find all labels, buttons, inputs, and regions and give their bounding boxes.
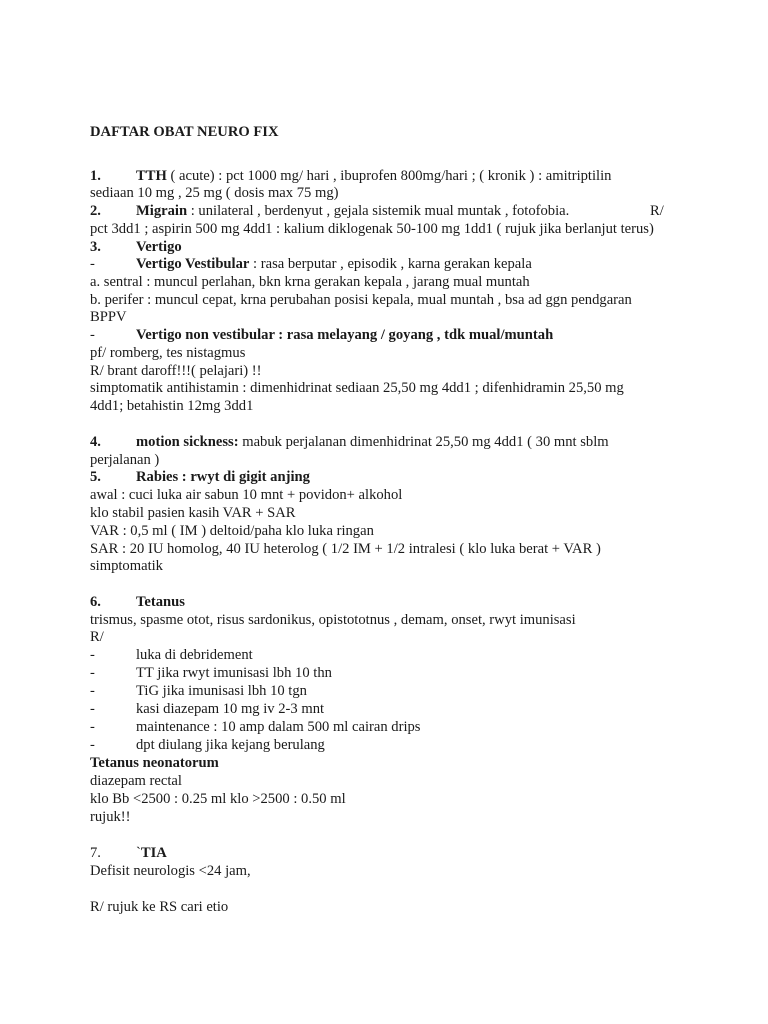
item-4-line-2: perjalanan ) (90, 452, 160, 468)
item-1-text: TTH ( acute) : pct 1000 mg/ hari , ibuprofen 800mg/hari ; ( kronik ) : amitriptilin (136, 168, 612, 184)
tetanus-step-3: TiG jika imunisasi lbh 10 tgn (136, 683, 307, 699)
vertigo-simptomatik: simptomatik antihistamin : dimenhidrinat sediaan 25,50 mg 4dd1 ; difenhidramin 25,50 mg (90, 380, 624, 396)
vertigo-pf: pf/ romberg, tes nistagmus (90, 345, 246, 361)
item-2-text: Migrain : unilateral , berdenyut , gejala sistemik mual muntak , fotofobia. (136, 203, 570, 219)
bullet-dash: - (90, 665, 95, 681)
item-1-number: 1. (90, 168, 101, 184)
item-6-number: 6. (90, 594, 101, 610)
item-1-line-2: sediaan 10 mg , 25 mg ( dosis max 75 mg) (90, 185, 339, 201)
vertigo-non-vestibular: Vertigo non vestibular : rasa melayang / goyang , tdk mual/muntah (136, 327, 554, 343)
tetanus-neonatorum-heading: Tetanus neonatorum (90, 755, 219, 771)
vertigo-simptomatik-line-2: 4dd1; betahistin 12mg 3dd1 (90, 398, 254, 414)
bullet-dash: - (90, 647, 95, 663)
bullet-dash: - (90, 737, 95, 753)
rabies-awal: awal : cuci luka air sabun 10 mnt + povidon+ alkohol (90, 487, 403, 503)
title-text: DAFTAR OBAT NEURO FIX (90, 124, 279, 140)
tetanus-neonatorum-1: diazepam rectal (90, 773, 182, 789)
tetanus-gejala: trismus, spasme otot, risus sardonikus, opistototnus , demam, onset, rwyt imunisasi (90, 612, 576, 628)
vertigo-perifer-line-2: BPPV (90, 309, 127, 325)
item-1-heading: TTH (136, 168, 167, 184)
item-4-number: 4. (90, 434, 101, 450)
item-2-recipe-mark: R/ (650, 203, 664, 219)
item-7-number: 7. (90, 845, 101, 861)
item-2-line-2: pct 3dd1 ; aspirin 500 mg 4dd1 : kalium diklogenak 50-100 mg 1dd1 ( rujuk jika berlanjut terus) (90, 221, 654, 237)
document-title (90, 124, 279, 142)
item-2-heading: Migrain (136, 203, 188, 219)
item-4-text: motion sickness: mabuk perjalanan dimenhidrinat 25,50 mg 4dd1 ( 30 mnt sblm (136, 434, 609, 450)
item-7-heading: `TIA (136, 845, 167, 861)
item-5-number: 5. (90, 469, 101, 485)
tetanus-neonatorum-2: klo Bb <2500 : 0.25 ml klo >2500 : 0.50 ml (90, 791, 346, 807)
tetanus-step-1: luka di debridement (136, 647, 253, 663)
tetanus-step-2: TT jika rwyt imunisasi lbh 10 thn (136, 665, 332, 681)
tia-line-1: Defisit neurologis <24 jam, (90, 863, 251, 879)
tetanus-neonatorum-3: rujuk!! (90, 809, 131, 825)
bullet-dash: - (90, 683, 95, 699)
item-5-heading: Rabies : rwyt di gigit anjing (136, 469, 310, 485)
rabies-var: VAR : 0,5 ml ( IM ) deltoid/paha klo luka ringan (90, 523, 374, 539)
item-6-heading: Tetanus (136, 594, 185, 610)
bullet-dash: - (90, 701, 95, 717)
rabies-stabil: klo stabil pasien kasih VAR + SAR (90, 505, 296, 521)
bullet-dash: - (90, 719, 95, 735)
item-3-heading: Vertigo (136, 239, 182, 255)
vertigo-sentral: a. sentral : muncul perlahan, bkn krna gerakan kepala , jarang mual muntah (90, 274, 530, 290)
item-2-number: 2. (90, 203, 101, 219)
rabies-sar: SAR : 20 IU homolog, 40 IU heterolog ( 1/2 IM + 1/2 intralesi ( klo luka berat + VAR ) (90, 541, 601, 557)
vertigo-vestibular-text: Vertigo Vestibular : rasa berputar , episodik , karna gerakan kepala (136, 256, 532, 272)
tetanus-step-4: kasi diazepam 10 mg iv 2-3 mnt (136, 701, 325, 717)
item-3-number: 3. (90, 239, 101, 255)
vertigo-brant-daroff: R/ brant daroff!!!( pelajari) !! (90, 363, 262, 379)
rabies-simptomatik: simptomatik (90, 558, 163, 574)
bullet-dash: - (90, 256, 95, 272)
tetanus-step-6: dpt diulang jika kejang berulang (136, 737, 325, 753)
bullet-dash: - (90, 327, 95, 343)
tia-line-2: R/ rujuk ke RS cari etio (90, 899, 229, 915)
tetanus-recipe-mark: R/ (90, 629, 104, 645)
vertigo-perifer: b. perifer : muncul cepat, krna perubahan posisi kepala, mual muntah , bsa ad ggn pendgaran (90, 292, 632, 308)
tetanus-step-5: maintenance : 10 amp dalam 500 ml cairan drips (136, 719, 421, 735)
